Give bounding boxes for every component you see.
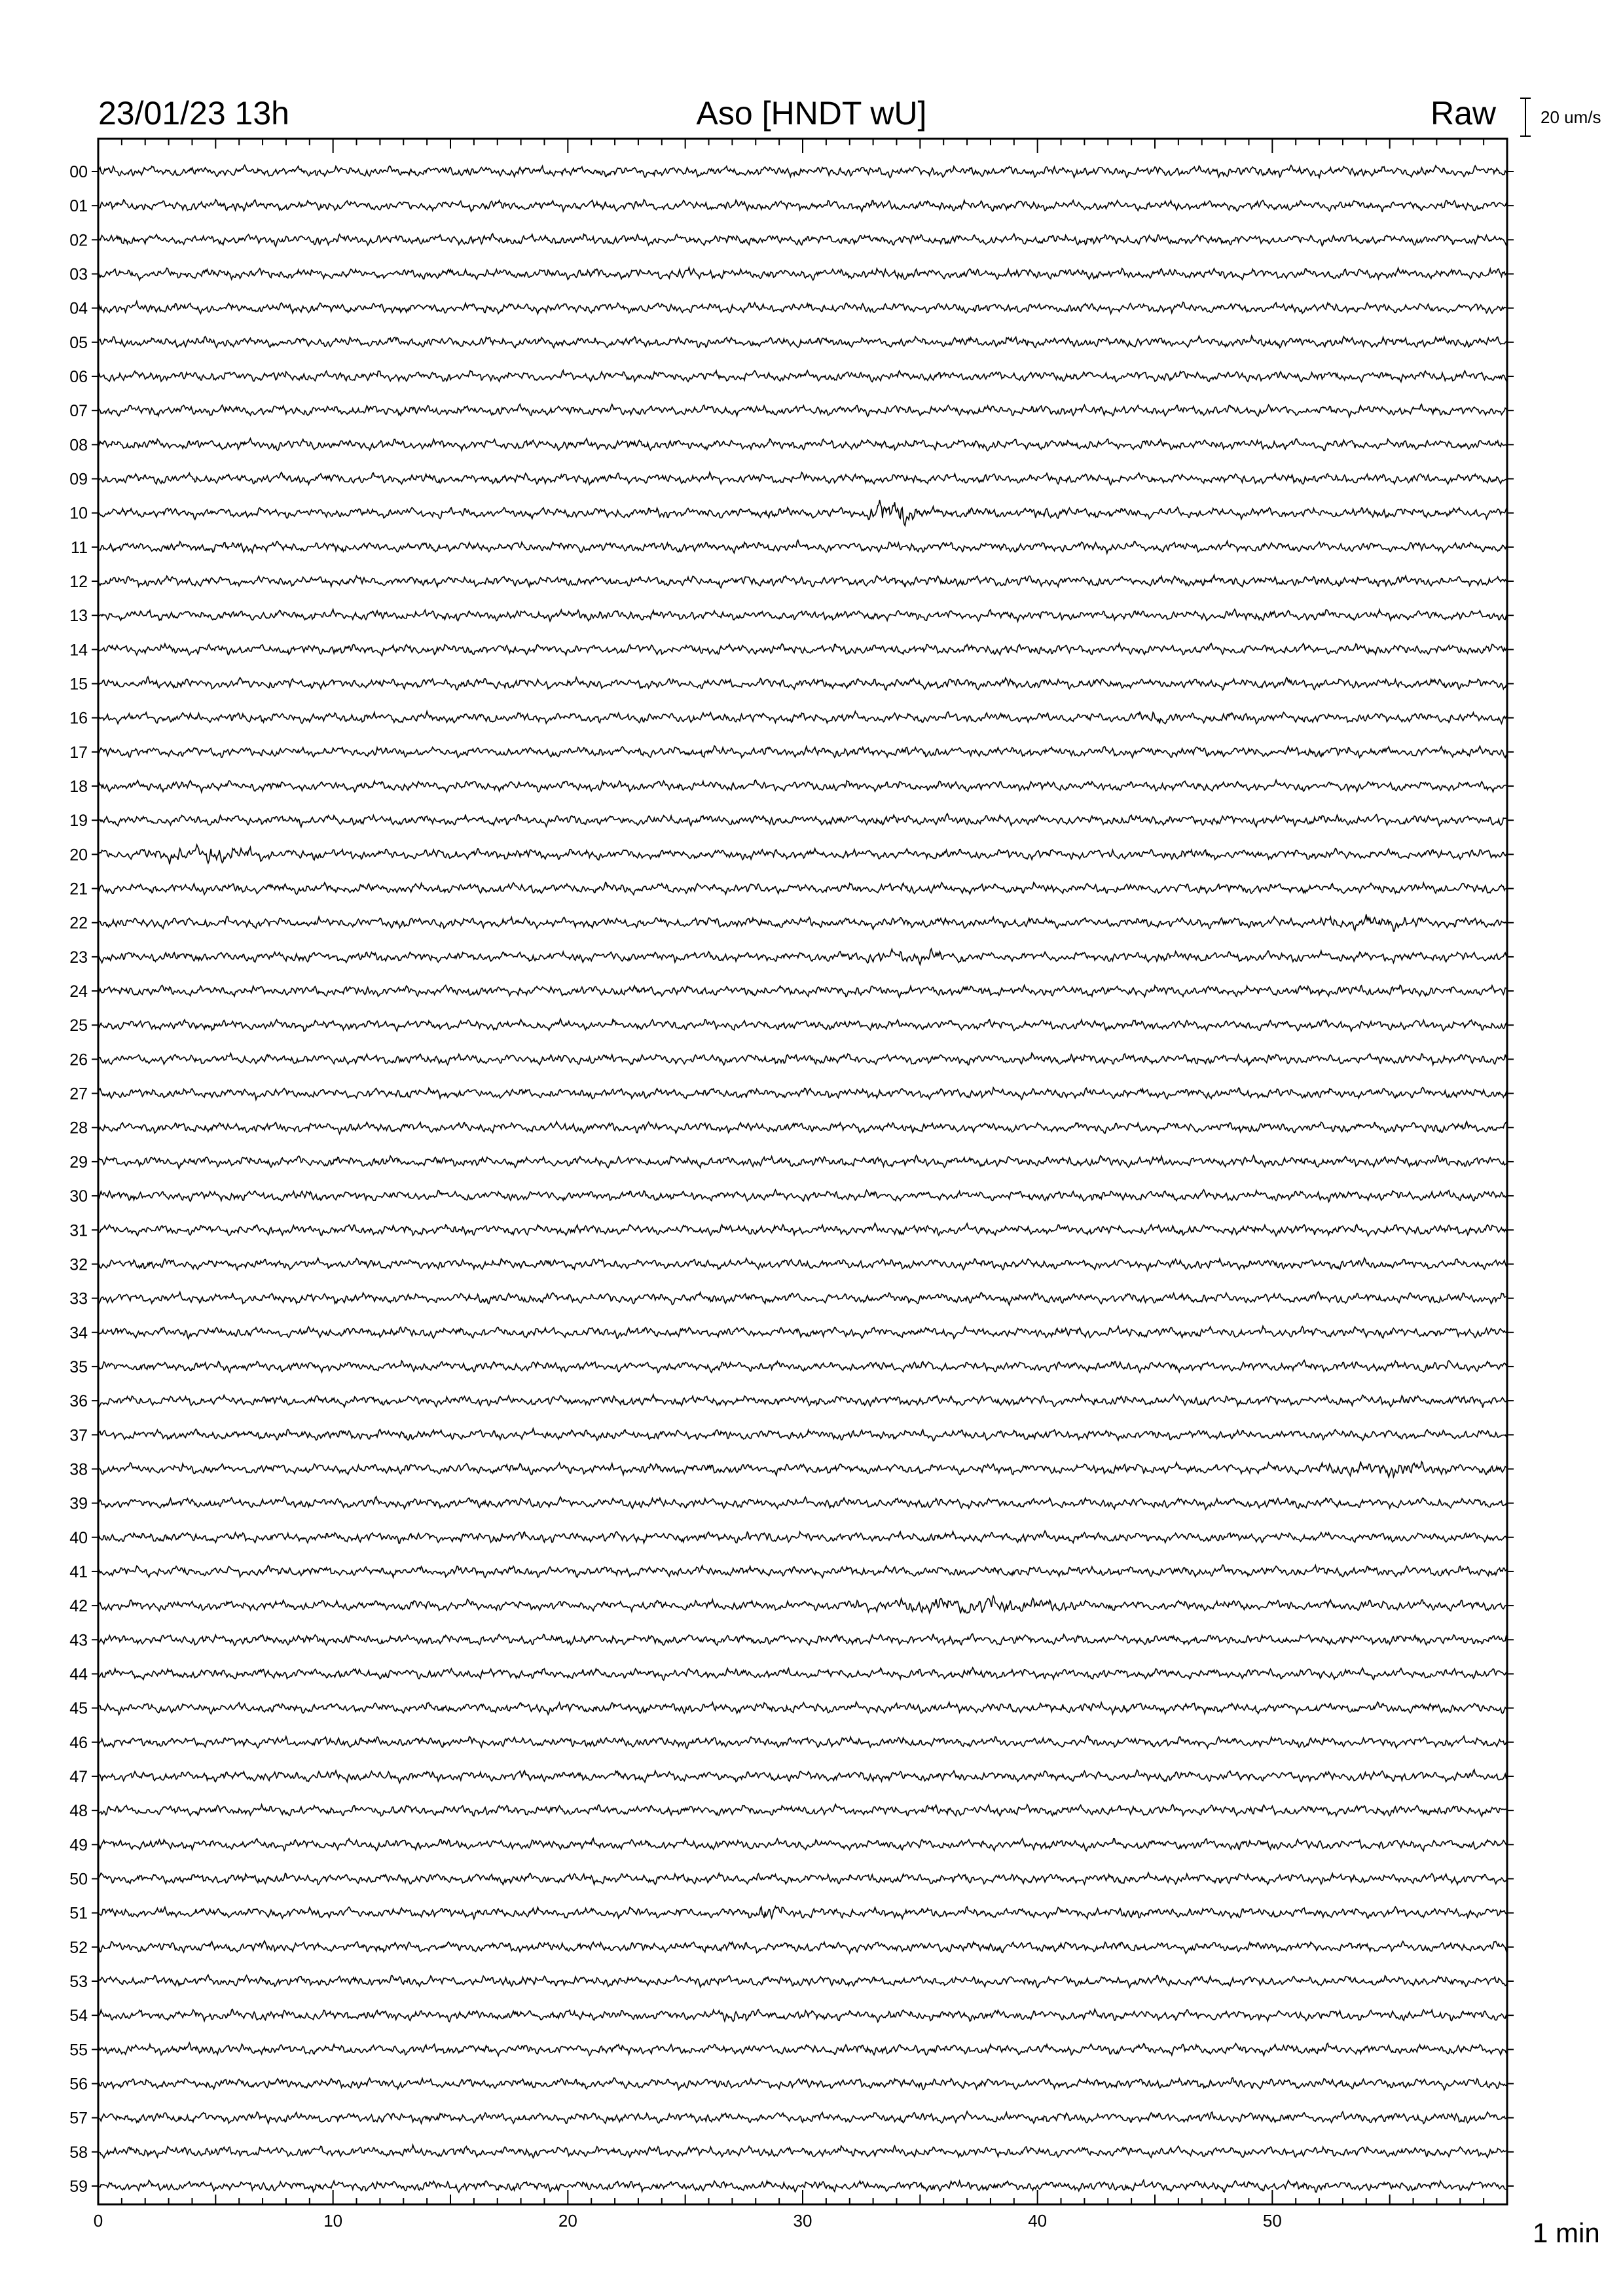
trace-43 <box>98 1634 1507 1645</box>
trace-14 <box>98 643 1507 656</box>
trace-19 <box>98 814 1507 827</box>
row-label-23: 23 <box>69 948 88 967</box>
trace-33 <box>98 1292 1507 1305</box>
row-label-59: 59 <box>69 2178 88 2196</box>
row-label-52: 52 <box>69 1938 88 1957</box>
trace-48 <box>98 1804 1507 1816</box>
row-label-51: 51 <box>69 1904 88 1923</box>
trace-29 <box>98 1155 1507 1168</box>
trace-27 <box>98 1088 1507 1100</box>
trace-10 <box>98 500 1507 526</box>
row-label-25: 25 <box>69 1016 88 1035</box>
trace-20 <box>98 845 1507 865</box>
row-label-44: 44 <box>69 1665 88 1684</box>
row-label-46: 46 <box>69 1733 88 1752</box>
row-label-14: 14 <box>69 641 88 660</box>
trace-18 <box>98 780 1507 793</box>
trace-26 <box>98 1053 1507 1066</box>
row-label-07: 07 <box>69 402 88 421</box>
row-label-02: 02 <box>69 231 88 250</box>
trace-21 <box>98 882 1507 895</box>
row-label-15: 15 <box>69 675 88 694</box>
trace-06 <box>98 370 1507 382</box>
x-tick-label-50: 50 <box>1262 2211 1282 2231</box>
trace-31 <box>98 1223 1507 1236</box>
row-label-24: 24 <box>69 982 88 1001</box>
trace-04 <box>98 301 1507 314</box>
row-label-35: 35 <box>69 1357 88 1376</box>
trace-34 <box>98 1326 1507 1338</box>
row-label-31: 31 <box>69 1221 88 1240</box>
x-tick-label-30: 30 <box>793 2211 812 2231</box>
x-tick-label-40: 40 <box>1028 2211 1048 2231</box>
row-label-43: 43 <box>69 1631 88 1650</box>
row-label-16: 16 <box>69 709 88 728</box>
row-label-21: 21 <box>69 880 88 899</box>
row-label-34: 34 <box>69 1323 88 1342</box>
trace-35 <box>98 1360 1507 1372</box>
trace-12 <box>98 575 1507 588</box>
trace-25 <box>98 1019 1507 1031</box>
row-label-09: 09 <box>69 470 88 489</box>
time-axis-labels <box>94 2211 1282 2231</box>
trace-41 <box>98 1565 1507 1577</box>
trace-15 <box>98 677 1507 691</box>
x-tick-label-20: 20 <box>558 2211 577 2231</box>
trace-53 <box>98 1975 1507 1987</box>
trace-58 <box>98 2145 1507 2158</box>
row-label-40: 40 <box>69 1528 88 1547</box>
trace-17 <box>98 746 1507 758</box>
trace-42 <box>98 1596 1507 1613</box>
trace-40 <box>98 1531 1507 1543</box>
row-label-53: 53 <box>69 1972 88 1991</box>
amplitude-scale-label: 20 um/s <box>1541 107 1601 127</box>
row-label-45: 45 <box>69 1699 88 1718</box>
row-label-41: 41 <box>69 1562 88 1581</box>
row-label-57: 57 <box>69 2109 88 2128</box>
row-label-06: 06 <box>69 368 88 387</box>
row-label-49: 49 <box>69 1836 88 1855</box>
trace-51 <box>98 1907 1507 1919</box>
row-label-26: 26 <box>69 1050 88 1069</box>
trace-36 <box>98 1395 1507 1408</box>
trace-37 <box>98 1429 1507 1441</box>
trace-09 <box>98 473 1507 485</box>
row-label-05: 05 <box>69 333 88 352</box>
trace-30 <box>98 1190 1507 1202</box>
row-labels <box>69 163 88 2196</box>
trace-11 <box>98 540 1507 553</box>
trace-46 <box>98 1736 1507 1748</box>
trace-02 <box>98 234 1507 246</box>
row-label-38: 38 <box>69 1460 88 1479</box>
row-label-48: 48 <box>69 1802 88 1821</box>
trace-52 <box>98 1941 1507 1954</box>
row-label-13: 13 <box>69 607 88 626</box>
trace-22 <box>98 914 1507 931</box>
row-label-03: 03 <box>69 265 88 284</box>
x-tick-label-10: 10 <box>323 2211 343 2231</box>
row-label-04: 04 <box>69 299 88 318</box>
trace-23 <box>98 949 1507 965</box>
row-label-36: 36 <box>69 1392 88 1411</box>
trace-49 <box>98 1839 1507 1851</box>
row-label-01: 01 <box>69 197 88 216</box>
date-label: 23/01/23 13h <box>98 95 289 132</box>
row-label-30: 30 <box>69 1187 88 1206</box>
trace-39 <box>98 1497 1507 1510</box>
row-label-20: 20 <box>69 846 88 865</box>
trace-50 <box>98 1873 1507 1884</box>
row-label-00: 00 <box>69 163 88 181</box>
trace-24 <box>98 985 1507 997</box>
row-label-37: 37 <box>69 1426 88 1445</box>
row-label-29: 29 <box>69 1153 88 1172</box>
row-label-50: 50 <box>69 1870 88 1889</box>
x-tick-label-0: 0 <box>93 2211 103 2231</box>
row-label-54: 54 <box>69 2007 88 2026</box>
row-label-28: 28 <box>69 1119 88 1138</box>
row-label-18: 18 <box>69 778 88 797</box>
row-label-47: 47 <box>69 1767 88 1786</box>
station-title: Aso [HNDT wU] <box>696 95 927 132</box>
amplitude-scale-bar <box>1520 98 1531 136</box>
seismogram-traces <box>98 165 1507 2192</box>
trace-44 <box>98 1668 1507 1680</box>
row-label-08: 08 <box>69 436 88 455</box>
row-label-17: 17 <box>69 743 88 762</box>
row-label-39: 39 <box>69 1494 88 1513</box>
trace-05 <box>98 336 1507 348</box>
trace-32 <box>98 1258 1507 1270</box>
duration-label: 1 min <box>1533 2217 1600 2248</box>
row-label-11: 11 <box>71 538 88 557</box>
trace-47 <box>98 1770 1507 1783</box>
trace-00 <box>98 165 1507 177</box>
trace-57 <box>98 2111 1507 2123</box>
trace-38 <box>98 1462 1507 1477</box>
row-label-19: 19 <box>69 812 88 831</box>
trace-16 <box>98 711 1507 724</box>
row-label-33: 33 <box>69 1289 88 1308</box>
mode-label: Raw <box>1430 95 1496 132</box>
trace-01 <box>98 200 1507 212</box>
row-label-55: 55 <box>69 2041 88 2060</box>
row-label-32: 32 <box>69 1255 88 1274</box>
trace-13 <box>98 609 1507 622</box>
row-label-56: 56 <box>69 2075 88 2094</box>
row-label-10: 10 <box>69 504 88 523</box>
trace-55 <box>98 2043 1507 2056</box>
trace-45 <box>98 1702 1507 1715</box>
trace-07 <box>98 404 1507 417</box>
trace-56 <box>98 2078 1507 2090</box>
row-label-22: 22 <box>69 914 88 933</box>
trace-28 <box>98 1122 1507 1134</box>
trace-03 <box>98 268 1507 280</box>
row-label-12: 12 <box>69 573 88 592</box>
row-label-27: 27 <box>69 1085 88 1103</box>
trace-08 <box>98 439 1507 451</box>
trace-54 <box>98 2009 1507 2022</box>
row-label-58: 58 <box>69 2143 88 2162</box>
row-label-42: 42 <box>69 1597 88 1616</box>
